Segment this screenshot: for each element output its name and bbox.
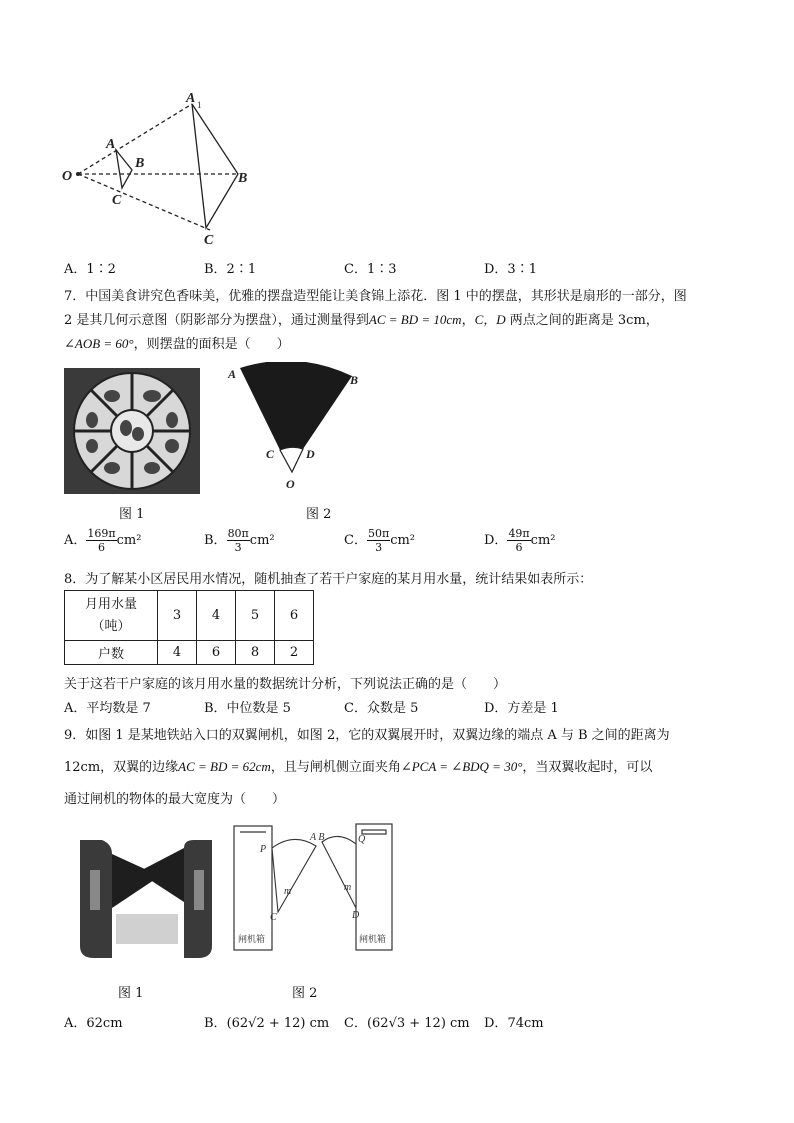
label-c: C xyxy=(266,447,275,461)
q6-option-d[interactable]: D．3∶1 xyxy=(484,262,537,277)
label-b: B xyxy=(135,156,145,171)
q6-similar-triangles-figure xyxy=(60,88,260,253)
label-c1: C xyxy=(204,233,214,248)
q7-stem-line3: ∠AOB = 60°，则摆盘的面积是（ ） xyxy=(64,336,290,352)
table-cell: 2 xyxy=(275,641,314,665)
label-d: D xyxy=(306,447,315,461)
table-cell: 6 xyxy=(275,591,314,641)
q8-option-a[interactable]: A．平均数是 7 xyxy=(64,701,151,716)
table-cell: 4 xyxy=(197,591,236,641)
label-ab: A B xyxy=(310,832,325,843)
q7-figure2-caption: 图 2 xyxy=(306,507,332,522)
q7-option-c[interactable]: C． $\frac{50\pi}{3}$ cm² xyxy=(344,527,416,554)
label-m2: m xyxy=(344,882,352,893)
q8-question: 关于这若干户家庭的该月用水量的数据统计分析，下列说法正确的是（ ） xyxy=(64,677,507,692)
q9-option-b[interactable]: B．(62√2 + 12) cm xyxy=(204,1016,330,1031)
q9-option-d[interactable]: D．74cm xyxy=(484,1016,544,1031)
label-b: B xyxy=(350,373,359,387)
q7-plate-photo xyxy=(64,368,200,494)
q7-option-a[interactable]: A． $\frac{169\pi}{6}$ cm² xyxy=(64,527,142,554)
q6-option-c[interactable]: C．1∶3 xyxy=(344,262,397,277)
label-m1: m xyxy=(284,886,292,897)
label-c: C xyxy=(270,912,277,923)
label-o: O xyxy=(62,169,73,184)
q9-stem-line1: 9．如图 1 是某地铁站入口的双翼闸机，如图 2，它的双翼展开时，双翼边缘的端点 A 与 B 之间的距离为 xyxy=(64,728,670,743)
label-q: Q xyxy=(358,834,366,845)
label-sub1: 1 xyxy=(197,100,202,110)
q9-stem-line3: 通过闸机的物体的最大宽度为（ ） xyxy=(64,792,286,807)
label-gate-box-left: 闸机箱 xyxy=(238,935,266,945)
q7-option-b[interactable]: B． $\frac{80\pi}{3}$ cm² xyxy=(204,527,275,554)
label-a: A xyxy=(228,367,237,381)
q6-option-a[interactable]: A．1∶2 xyxy=(64,262,116,277)
q9-figure1-caption: 图 1 xyxy=(118,986,144,1001)
label-o: O xyxy=(286,477,295,491)
q9-figure2-caption: 图 2 xyxy=(292,986,318,1001)
q9-gate-diagram xyxy=(228,820,398,952)
q7-stem-line2: 2 是其几何示意图（阴影部分为摆盘），通过测量得到AC = BD = 10cm，C，D 两点之间的距离是 3cm， xyxy=(64,312,659,328)
table-cell: 4 xyxy=(158,641,197,665)
table-cell: 3 xyxy=(158,591,197,641)
label-d: D xyxy=(352,910,360,921)
q9-stem-line2: 12cm，双翼的边缘AC = BD = 62cm，且与闸机侧立面夹角∠PCA = ∠BDQ = 30°，当双翼收起时，可以 xyxy=(64,759,653,775)
label-c: C xyxy=(112,193,122,208)
q7-option-d[interactable]: D． $\frac{49\pi}{6}$ cm² xyxy=(484,527,556,554)
q8-option-b[interactable]: B．中位数是 5 xyxy=(204,701,291,716)
q8-water-table xyxy=(64,590,314,665)
q9-gate-photo xyxy=(72,818,220,966)
q6-option-b[interactable]: B．2∶1 xyxy=(204,262,257,277)
table-cell: 6 xyxy=(197,641,236,665)
label-gate-box-right: 闸机箱 xyxy=(359,935,387,945)
label-a: A xyxy=(106,137,116,152)
table-cell: 5 xyxy=(236,591,275,641)
q9-option-c[interactable]: C．(62√3 + 12) cm xyxy=(344,1016,470,1031)
table-header-households: 户数 xyxy=(65,641,158,665)
q7-sector-diagram xyxy=(220,362,370,492)
label-b1: B xyxy=(238,171,248,186)
q8-stem: 8．为了解某小区居民用水情况，随机抽查了若干户家庭的某月用水量，统计结果如表所示： xyxy=(64,572,593,587)
label-p: P xyxy=(260,844,267,855)
q7-stem-line1: 7．中国美食讲究色香味美，优雅的摆盘造型能让美食锦上添花．图 1 中的摆盘，其形状是扇形的一部分，图 xyxy=(64,289,687,304)
q9-option-a[interactable]: A．62cm xyxy=(64,1016,123,1031)
label-a1: A xyxy=(186,91,196,106)
table-cell: 8 xyxy=(236,641,275,665)
q7-figure1-caption: 图 1 xyxy=(119,507,145,522)
q8-option-c[interactable]: C．众数是 5 xyxy=(344,701,419,716)
q8-option-d[interactable]: D．方差是 1 xyxy=(484,701,559,716)
table-header-water: 月用水量 （吨） xyxy=(65,591,158,641)
